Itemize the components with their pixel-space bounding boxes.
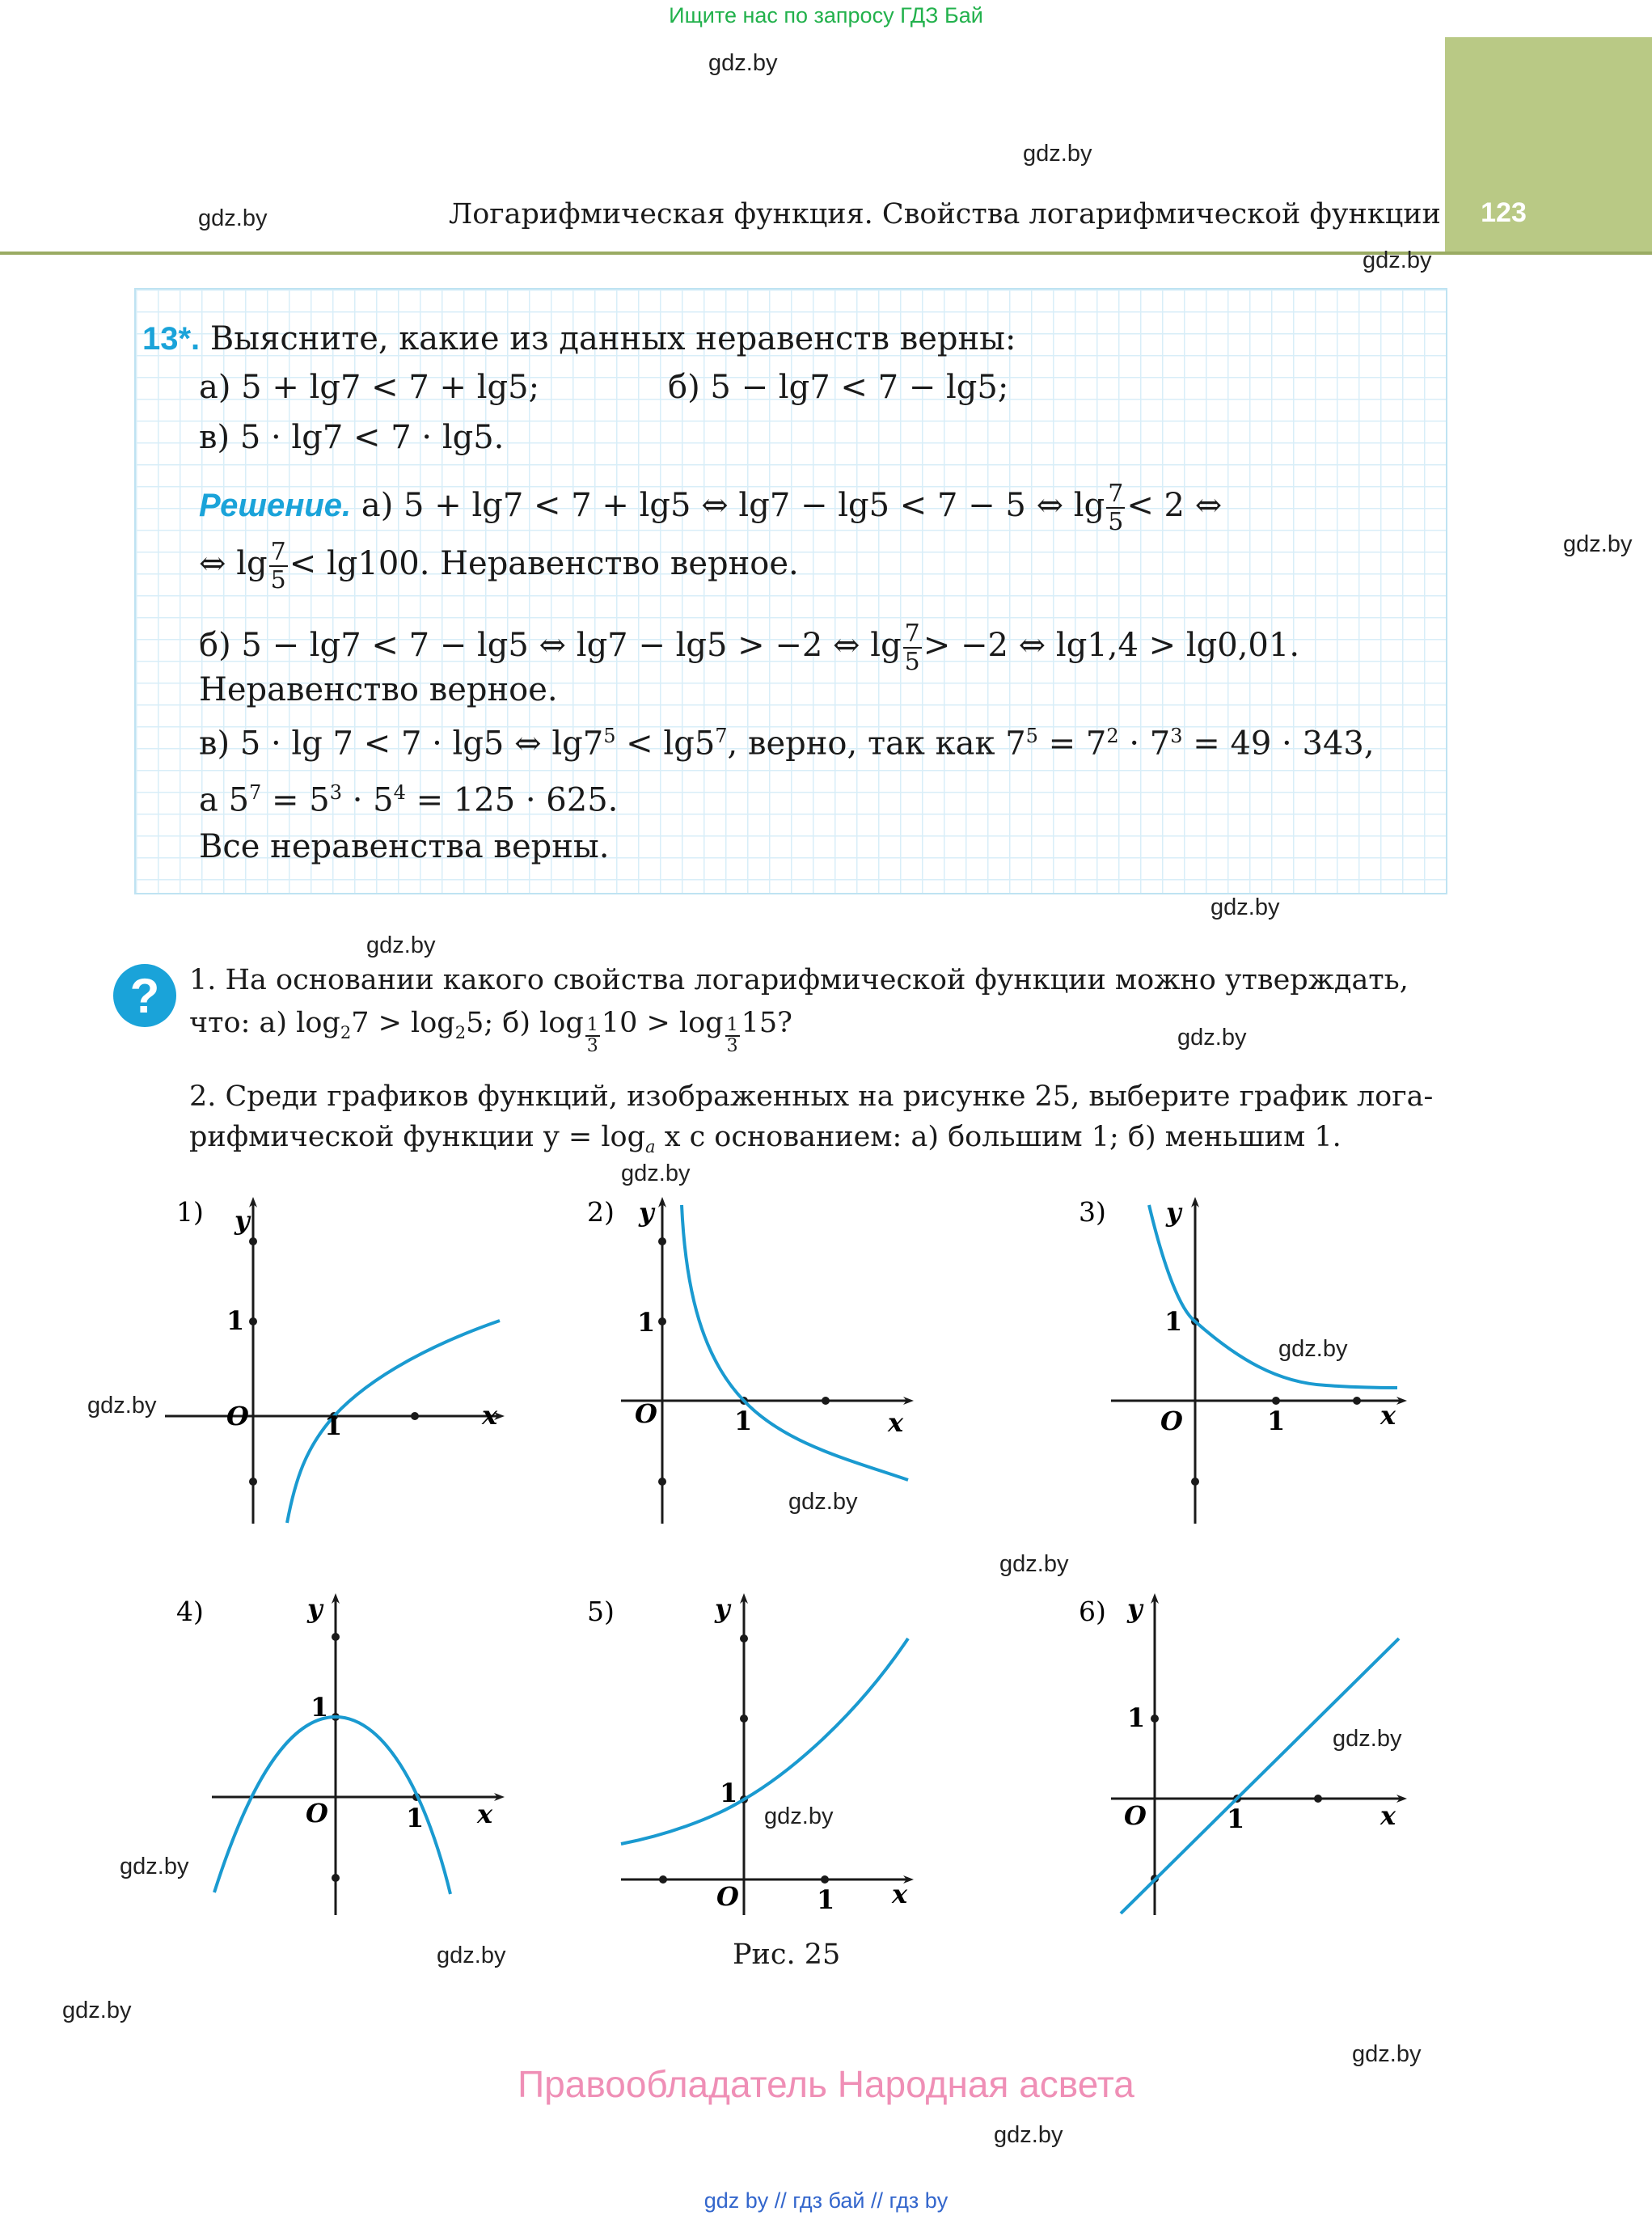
exponent: 2 <box>1106 725 1119 747</box>
watermark: gdz.by <box>366 932 436 958</box>
origin-label: O <box>716 1881 739 1912</box>
tick-label: 1 <box>1227 1803 1245 1834</box>
watermark: gdz.by <box>120 1854 189 1879</box>
solution-text: < lg100. Неравенство верное. <box>289 545 799 582</box>
question-1-line1: 1. На основании какого свойства логарифмической функции можно утверждать, <box>189 964 1409 996</box>
solution-text: в) 5 · lg 7 < 7 · lg5 ⇔ lg7 <box>199 725 604 763</box>
exponent: 4 <box>393 781 406 804</box>
tick-dot <box>249 1478 257 1486</box>
tick-label: 1 <box>324 1410 343 1441</box>
graph-label: 4) <box>176 1596 204 1627</box>
tick-dot <box>740 1715 748 1723</box>
task-part-a: а) 5 + lg7 < 7 + lg5; <box>199 369 540 406</box>
task-statement: Выясните, какие из данных неравенств верны: <box>209 320 1016 357</box>
watermark: gdz.by <box>788 1489 858 1515</box>
solution-text: б) 5 − lg7 < 7 − lg5 ⇔ lg7 − lg5 > −2 ⇔ lg <box>199 627 902 664</box>
log-curve <box>682 1205 908 1480</box>
tick-label: 1 <box>406 1803 425 1833</box>
solution-text: · 5 <box>341 781 394 819</box>
solution-text: < lg5 <box>615 725 716 763</box>
watermark: gdz.by <box>764 1803 834 1829</box>
watermark: gdz.by <box>437 1943 506 1968</box>
tick-dot <box>249 1317 257 1326</box>
watermark: gdz.by <box>1210 894 1280 920</box>
rights-holder: Правообладатель Народная асвета <box>518 2063 1134 2105</box>
fraction-denominator: 3 <box>586 1036 598 1056</box>
solution-text: < 2 ⇔ <box>1126 487 1223 524</box>
question-text: x с основанием: а) большим 1; б) меньшим 1. <box>655 1121 1341 1153</box>
tick-dot <box>740 1634 748 1643</box>
origin-label: O <box>1124 1800 1147 1831</box>
log-base: a <box>645 1137 656 1156</box>
fraction-numerator: 1 <box>725 1016 740 1037</box>
question-2-line1: 2. Среди графиков функций, изображенных на рисунке 25, выберите график лога- <box>189 1080 1434 1113</box>
question-text: 5; б) log <box>466 1007 584 1039</box>
tick-dot <box>822 1397 830 1405</box>
watermark: gdz.by <box>1278 1336 1348 1362</box>
solution-text: = 49 · 343, <box>1182 725 1375 763</box>
exponent: 5 <box>603 725 616 747</box>
graph-label: 1) <box>176 1196 204 1228</box>
graph-2 <box>587 1196 909 1524</box>
tick-dot <box>332 1633 340 1641</box>
exponent: 5 <box>1025 725 1038 747</box>
graph-6 <box>1079 1593 1402 1915</box>
solution-text: = 125 · 625. <box>405 781 619 819</box>
tick-dot <box>658 1317 666 1326</box>
question-text: рифмической функции y = log <box>189 1121 646 1153</box>
solution-label: Решение. <box>199 488 352 523</box>
graph-1 <box>165 1196 500 1524</box>
fraction-denominator: 3 <box>726 1036 738 1056</box>
exponent: 7 <box>715 725 728 747</box>
tick-dot <box>332 1874 340 1882</box>
tick-dot <box>1314 1795 1322 1803</box>
origin-label: O <box>635 1398 657 1429</box>
question-text: 10 > log <box>601 1007 724 1039</box>
tick-label: 1 <box>734 1406 753 1436</box>
tick-dot <box>1191 1478 1199 1486</box>
tick-dot <box>411 1412 419 1420</box>
question-text: что: а) log <box>189 1007 340 1039</box>
solution-conclusion: Все неравенства верны. <box>199 828 610 865</box>
solution-text: ⇔ lg <box>199 545 268 582</box>
question-text: 7 > log <box>351 1007 455 1039</box>
solution-text: = 5 <box>261 781 330 819</box>
y-axis-label: y <box>1166 1197 1181 1228</box>
watermark: gdz.by <box>1563 531 1633 557</box>
watermark: gdz.by <box>994 2122 1063 2148</box>
solution-b-line2: Неравенство верное. <box>199 671 558 708</box>
solution-text: > −2 ⇔ lg1,4 > lg0,01. <box>923 627 1300 664</box>
log-curve <box>287 1321 500 1523</box>
x-axis-label: x <box>482 1400 498 1431</box>
tick-label: 1 <box>1267 1406 1286 1436</box>
watermark: gdz.by <box>1177 1025 1247 1051</box>
task-part-b: б) 5 − lg7 < 7 − lg5; <box>668 369 1009 406</box>
top-ad-link[interactable]: Ищите нас по запросу ГДЗ Бай <box>669 3 983 27</box>
fraction-numerator: 1 <box>585 1016 600 1037</box>
tick-dot <box>659 1875 667 1884</box>
solution-text: · 7 <box>1118 725 1171 763</box>
tick-dot <box>1353 1397 1361 1405</box>
watermark: gdz.by <box>621 1161 691 1186</box>
graph-label: 3) <box>1079 1196 1106 1228</box>
tick-dot <box>821 1875 829 1884</box>
graph-label: 2) <box>587 1196 615 1228</box>
y-axis-label: y <box>639 1197 654 1228</box>
question-icon: ? <box>113 964 176 1027</box>
graph-4 <box>176 1593 500 1915</box>
watermark: gdz.by <box>198 205 268 231</box>
tick-dot <box>658 1237 666 1245</box>
log-base: 2 <box>454 1023 467 1042</box>
graph-label: 6) <box>1079 1596 1106 1627</box>
origin-label: O <box>306 1798 328 1829</box>
tick-dot <box>1272 1397 1280 1405</box>
watermark: gdz.by <box>62 1998 132 2023</box>
x-axis-label: x <box>477 1799 493 1829</box>
exponent: 3 <box>1170 725 1183 747</box>
x-axis-label: x <box>888 1407 904 1438</box>
solution-text: а) 5 + lg7 < 7 + lg5 ⇔ lg7 − lg5 < 7 − 5 ⇔ lg <box>361 487 1105 524</box>
watermark: gdz.by <box>1333 1726 1402 1752</box>
task-part-v: в) 5 · lg7 < 7 · lg5. <box>199 419 505 456</box>
x-axis-label: x <box>1380 1400 1396 1431</box>
graph-3 <box>1079 1196 1402 1524</box>
watermark: gdz.by <box>999 1551 1069 1577</box>
tick-label: 1 <box>637 1307 656 1338</box>
log-base: 2 <box>340 1023 352 1042</box>
fraction-denominator: 5 <box>270 566 286 594</box>
tick-dot <box>1151 1715 1159 1723</box>
fraction-numerator: 7 <box>904 619 920 648</box>
figure-caption: Рис. 25 <box>733 1939 841 1971</box>
exponent: 3 <box>329 781 342 804</box>
exp-curve <box>1149 1205 1397 1388</box>
tick-dot <box>658 1478 666 1486</box>
watermark: gdz.by <box>708 50 778 76</box>
graph-5 <box>587 1593 909 1915</box>
x-axis-label: x <box>892 1879 908 1909</box>
fraction-numerator: 7 <box>1108 480 1124 508</box>
origin-label: O <box>226 1401 249 1431</box>
tick-dot <box>249 1237 257 1245</box>
task-number: 13*. <box>142 321 201 357</box>
page-number: 123 <box>1481 197 1527 228</box>
tick-label: 1 <box>720 1778 738 1808</box>
watermark: gdz.by <box>87 1393 157 1419</box>
y-axis-label: y <box>1127 1593 1143 1624</box>
exponent: 7 <box>249 781 262 804</box>
y-axis-label: y <box>234 1205 250 1236</box>
tick-label: 1 <box>1127 1702 1146 1733</box>
origin-label: O <box>1160 1406 1183 1436</box>
footer-links[interactable]: gdz by // гдз бай // гдз by <box>703 2188 949 2213</box>
line-curve <box>1121 1638 1402 1913</box>
y-axis-label: y <box>715 1593 730 1624</box>
solution-text: , верно, так как 7 <box>727 725 1026 763</box>
fraction-denominator: 5 <box>904 648 920 676</box>
running-title: Логарифмическая функция. Свойства логарифмической функции <box>449 198 1441 230</box>
x-axis-label: x <box>1380 1800 1396 1831</box>
tick-label: 1 <box>817 1884 835 1915</box>
solution-text: = 7 <box>1037 725 1107 763</box>
watermark: gdz.by <box>1363 247 1432 273</box>
exp-curve <box>621 1638 908 1844</box>
question-text: 15? <box>741 1007 792 1039</box>
y-axis-label: y <box>307 1593 323 1624</box>
tick-label: 1 <box>311 1692 329 1723</box>
tick-label: 1 <box>226 1305 245 1336</box>
fraction-denominator: 5 <box>1108 508 1124 536</box>
graph-label: 5) <box>587 1596 615 1627</box>
solution-text: а 5 <box>199 781 250 819</box>
tick-label: 1 <box>1164 1306 1183 1337</box>
watermark: gdz.by <box>1352 2041 1422 2067</box>
watermark: gdz.by <box>1023 141 1092 167</box>
fraction-numerator: 7 <box>270 538 286 566</box>
